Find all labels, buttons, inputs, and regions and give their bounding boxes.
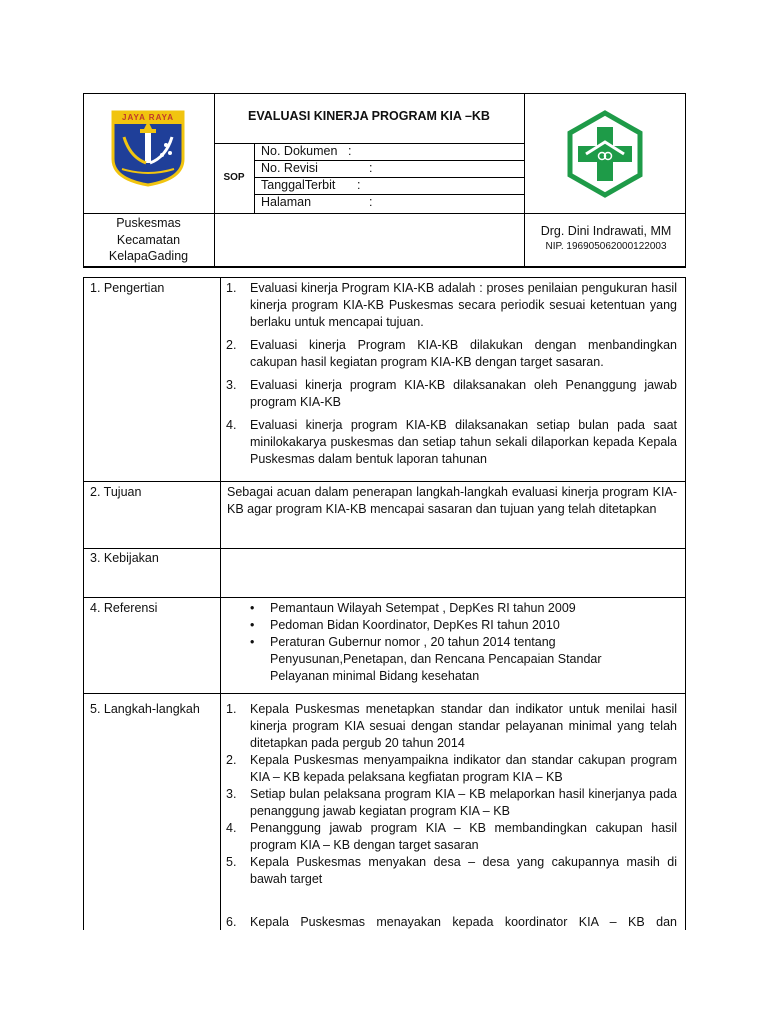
header-logo-line <box>83 213 214 214</box>
row-line-4 <box>83 693 686 694</box>
field-halaman <box>261 194 521 211</box>
field-label: TanggalTerbit <box>261 178 336 192</box>
field-no-dokumen <box>261 143 521 160</box>
signer-name: Drg. Dini Indrawati, MM <box>540 224 672 238</box>
section-label-kebijakan: 3. Kebijakan <box>90 551 159 565</box>
list-item: • Peraturan Gubernur nomor , 20 tahun 2014 tentang Penyusunan,Penetapan, dan Rencana Pencapaian Standar Pelayanan minimal Bidang kesehatan <box>250 635 602 683</box>
referensi-list <box>222 600 662 685</box>
section-label-pengertian: 1. Pengertian <box>90 281 165 295</box>
header-divider-right <box>524 93 525 267</box>
list-item: 3. Evaluasi kinerja program KIA-KB dilaksanakan oleh Penanggung jawab program KIA-KB <box>226 378 677 409</box>
field-label: No. Dokumen <box>261 144 338 158</box>
signer-nip: NIP. 196905062000122003 <box>545 241 667 252</box>
list-item: • Pemantaun Wilayah Setempat , DepKes RI tahun 2009 <box>250 601 576 615</box>
pengertian-list <box>222 280 677 468</box>
institution-name <box>83 215 214 265</box>
logo-motto: JAYA RAYA <box>122 113 174 122</box>
institution-line-1: Puskesmas <box>116 216 181 230</box>
langkah-list-continued <box>222 914 677 931</box>
sop-bottom-line <box>214 213 524 214</box>
list-item: 1. Kepala Puskesmas menetapkan standar dan indikator untuk menilai hasil kinerja program KIA sesuai dengan standar pelayanan minimal yang telah ditetapkan pada pergub 20 tahun 2014 <box>226 702 677 750</box>
list-item: 2. Kepala Puskesmas menyampaikna indikator dan standar cakupan program KIA – KB kepada pelaksana kegfiatan program KIA – KB <box>226 753 677 784</box>
jaya-raya-logo <box>110 107 186 187</box>
institution-line-3: KelapaGading <box>108 249 189 263</box>
header-bottom-line <box>83 267 686 268</box>
list-item: 3. Setiap bulan pelaksana program KIA – KB melaporkan hasil kinerjanya pada penanggung jawab kegiatan program KIA – KB <box>226 787 677 818</box>
field-sep: : <box>348 144 352 158</box>
field-sep: : <box>357 178 361 192</box>
list-item: 4. Evaluasi kinerja program KIA-KB dilaksanakan setiap bulan pada saat minilokakarya puskesmas dan setiap tahun sekali dilaporkan kepada Kepala Puskesmas dalam bentuk laporan tahunan <box>226 418 677 466</box>
field-label: No. Revisi <box>261 161 318 175</box>
sop-divider <box>254 143 255 213</box>
tujuan-text: Sebagai acuan dalam penerapan langkah-langkah evaluasi kinerja program KIA-KB agar program KIA-KB mencapai sasaran dan tujuan yang telah ditetapkan <box>227 485 677 516</box>
header-right-line <box>524 213 686 214</box>
sop-label: SOP <box>223 172 245 183</box>
field-sep: : <box>369 195 373 209</box>
list-item: 5. Kepala Puskesmas menyakan desa – desa yang cakupannya masih di bawah target <box>226 855 677 886</box>
row-line-1 <box>83 481 686 482</box>
section-label-tujuan: 2. Tujuan <box>90 485 142 499</box>
row-line-3 <box>83 597 686 598</box>
list-item: 4. Penanggung jawab program KIA – KB membandingkan cakupan hasil program KIA – KB dengan target sasaran <box>226 821 677 852</box>
document-title: EVALUASI KINERJA PROGRAM KIA –KB <box>248 109 490 123</box>
list-item: 2. Evaluasi kinerja Program KIA-KB dilakukan dengan menbandingkan cakupan hasil kegiatan program KIA-KB dengan target sasaran. <box>226 338 677 369</box>
content-divider <box>220 277 221 930</box>
section-label-langkah: 5. Langkah-langkah <box>90 702 200 716</box>
langkah-list <box>222 701 677 888</box>
section-label-referensi: 4. Referensi <box>90 601 158 615</box>
field-label: Halaman <box>261 195 312 209</box>
list-item: 6. Kepala Puskesmas menayakan kepada koordinator KIA – KB dan <box>226 915 677 929</box>
field-no-revisi <box>261 160 521 177</box>
row-line-2 <box>83 548 686 549</box>
list-item: 1. Evaluasi kinerja Program KIA-KB adalah : proses penilaian pengukuran hasil kinerja program KIA-KB Puskesmas secara periodik sesuai ketentuan yang berlaku untuk mencapai tujuan. <box>226 281 677 329</box>
institution-line-2: Kecamatan <box>116 232 181 247</box>
puskesmas-logo <box>566 110 644 198</box>
list-item: • Pedoman Bidan Koordinator, DepKes RI tahun 2010 <box>250 618 560 632</box>
field-tanggal-terbit <box>261 177 521 194</box>
field-sep: : <box>369 161 373 175</box>
